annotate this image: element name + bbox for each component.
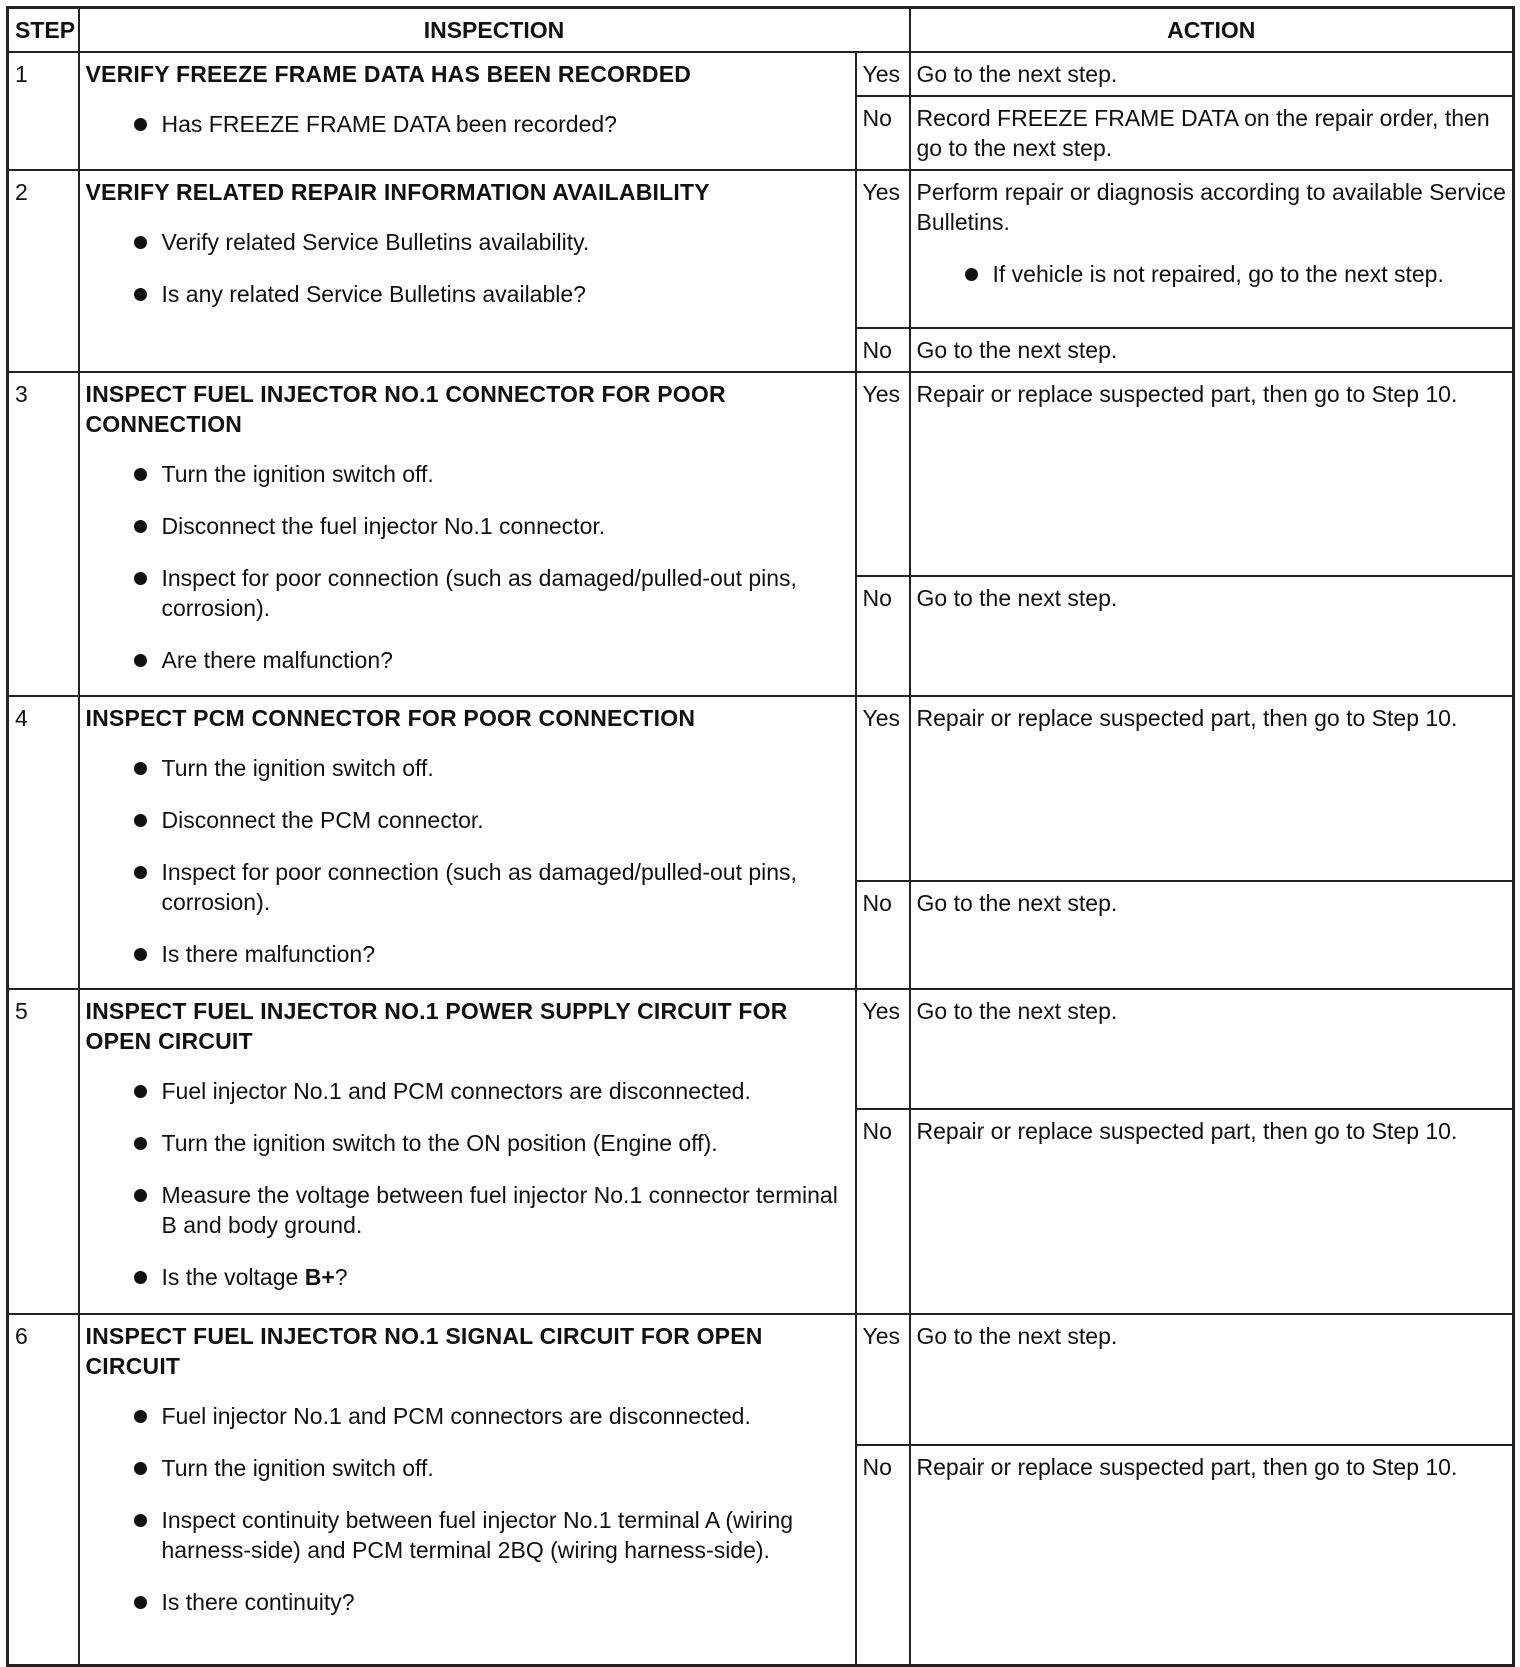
- bullet-item: Is there continuity?: [130, 1587, 849, 1617]
- inspection-title: INSPECT FUEL INJECTOR NO.1 POWER SUPPLY CIRCUIT FOR OPEN CIRCUIT: [85, 998, 788, 1054]
- bullet-item: Disconnect the fuel injector No.1 connector.: [130, 511, 849, 541]
- inspection-cell: [79, 52, 856, 170]
- yes-action-cell: [910, 170, 1514, 328]
- inspection-bullets: [86, 109, 849, 139]
- bullet-item: Fuel injector No.1 and PCM connectors are disconnected.: [130, 1401, 849, 1431]
- inspection-bullets: [86, 1076, 849, 1292]
- yes-label: Yes: [856, 52, 910, 96]
- yes-label: Yes: [856, 170, 910, 328]
- no-action: Record FREEZE FRAME DATA on the repair order, then go to the next step.: [910, 96, 1514, 170]
- yes-label: Yes: [856, 989, 910, 1109]
- diagnostic-table: [6, 6, 1515, 1667]
- header-inspection: INSPECTION: [79, 8, 910, 53]
- bullet-item: Inspect for poor connection (such as damaged/pulled-out pins, corrosion).: [130, 857, 849, 917]
- bullet-item: Is any related Service Bulletins available?: [130, 279, 849, 309]
- yes-action: Go to the next step.: [910, 989, 1514, 1109]
- inspection-title: INSPECT FUEL INJECTOR NO.1 CONNECTOR FOR POOR CONNECTION: [85, 381, 726, 437]
- inspection-cell: [79, 696, 856, 989]
- no-action: Repair or replace suspected part, then go to Step 10.: [910, 1445, 1514, 1665]
- inspection-bullets: [86, 1401, 849, 1617]
- no-action: Go to the next step.: [910, 881, 1514, 989]
- inspection-cell: [79, 372, 856, 696]
- table-row: [8, 52, 1514, 96]
- table-row: [8, 372, 1514, 576]
- yes-action: Perform repair or diagnosis according to available Service Bulletins.: [916, 179, 1506, 235]
- yes-action: Go to the next step.: [910, 52, 1514, 96]
- step-number: 6: [8, 1314, 79, 1665]
- yes-label: Yes: [856, 696, 910, 881]
- bullet-item: Measure the voltage between fuel injector No.1 connector terminal B and body ground.: [130, 1180, 849, 1240]
- bullet-text: ?: [334, 1264, 348, 1290]
- step-number: 5: [8, 989, 79, 1314]
- action-bullet-item: If vehicle is not repaired, go to the next step.: [961, 259, 1507, 289]
- voltage-value: B+: [304, 1264, 335, 1290]
- inspection-cell: [79, 1314, 856, 1665]
- bullet-item: Inspect for poor connection (such as damaged/pulled-out pins, corrosion).: [130, 563, 849, 623]
- yes-action: Repair or replace suspected part, then go to Step 10.: [910, 372, 1514, 576]
- bullet-item: Turn the ignition switch off.: [130, 459, 849, 489]
- inspection-title: INSPECT FUEL INJECTOR NO.1 SIGNAL CIRCUIT FOR OPEN CIRCUIT: [85, 1323, 763, 1379]
- inspection-title: INSPECT PCM CONNECTOR FOR POOR CONNECTION: [85, 705, 696, 731]
- no-action: Go to the next step.: [910, 576, 1514, 696]
- inspection-title: VERIFY FREEZE FRAME DATA HAS BEEN RECORDED: [85, 61, 692, 87]
- no-action: Go to the next step.: [910, 328, 1514, 372]
- step-number: 1: [8, 52, 79, 170]
- inspection-title: VERIFY RELATED REPAIR INFORMATION AVAILABILITY: [85, 179, 710, 205]
- header-row: [8, 8, 1514, 53]
- inspection-cell: [79, 170, 856, 372]
- table-row: [8, 1314, 1514, 1445]
- bullet-item: Disconnect the PCM connector.: [130, 805, 849, 835]
- inspection-bullets: [86, 227, 849, 309]
- step-number: 2: [8, 170, 79, 372]
- yes-action: Go to the next step.: [910, 1314, 1514, 1445]
- bullet-item: Are there malfunction?: [130, 645, 849, 675]
- no-label: No: [856, 576, 910, 696]
- bullet-item: Inspect continuity between fuel injector No.1 terminal A (wiring harness-side) and PCM terminal 2BQ (wiring harness-side).: [130, 1505, 849, 1565]
- bullet-item: Turn the ignition switch off.: [130, 753, 849, 783]
- bullet-item: [130, 1262, 849, 1292]
- bullet-item: Turn the ignition switch off.: [130, 1453, 849, 1483]
- inspection-bullets: [86, 753, 849, 969]
- bullet-item: Is there malfunction?: [130, 939, 849, 969]
- header-action: ACTION: [910, 8, 1514, 53]
- inspection-bullets: [86, 459, 849, 675]
- yes-label: Yes: [856, 372, 910, 576]
- bullet-item: Has FREEZE FRAME DATA been recorded?: [130, 109, 849, 139]
- table-row: [8, 696, 1514, 881]
- bullet-text: Is the voltage: [161, 1264, 305, 1290]
- no-label: No: [856, 1445, 910, 1665]
- bullet-item: Turn the ignition switch to the ON position (Engine off).: [130, 1128, 849, 1158]
- table-row: [8, 170, 1514, 328]
- bullet-item: Verify related Service Bulletins availability.: [130, 227, 849, 257]
- step-number: 3: [8, 372, 79, 696]
- header-step: STEP: [8, 8, 79, 53]
- step-number: 4: [8, 696, 79, 989]
- table-row: [8, 989, 1514, 1109]
- no-label: No: [856, 1109, 910, 1314]
- yes-action: Repair or replace suspected part, then go to Step 10.: [910, 696, 1514, 881]
- inspection-cell: [79, 989, 856, 1314]
- no-label: No: [856, 96, 910, 170]
- yes-label: Yes: [856, 1314, 910, 1445]
- bullet-item: Fuel injector No.1 and PCM connectors are disconnected.: [130, 1076, 849, 1106]
- no-action: Repair or replace suspected part, then go to Step 10.: [910, 1109, 1514, 1314]
- action-bullets: [917, 259, 1507, 289]
- no-label: No: [856, 881, 910, 989]
- no-label: No: [856, 328, 910, 372]
